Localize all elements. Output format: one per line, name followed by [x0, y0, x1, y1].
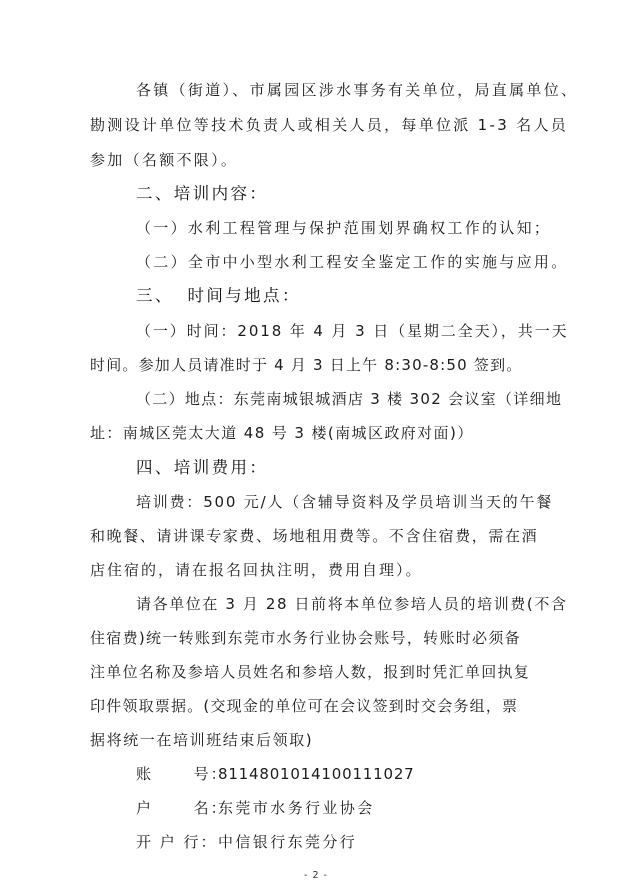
bank-label: 开 户 行： — [136, 833, 218, 851]
paragraph-line: 勘测设计单位等技术负责人或相关人员，每单位派 1-3 名人员 — [90, 116, 569, 134]
fee-line: 店住宿的，请在报名回执注明，费用自理）。 — [90, 561, 423, 579]
account-name-label: 户 名： — [136, 799, 228, 817]
time-line: 时间。参加人员请准时于 4 月 3 日上午 8:30-8:50 签到。 — [90, 356, 523, 374]
place-line: （二）地点：东莞南城银城酒店 3 楼 302 会议室（详细地 — [136, 390, 563, 408]
section-heading-time-place: 三、 时间与地点： — [136, 286, 301, 305]
payment-line: 住宿费)统一转账到东莞市水务行业协会账号，转账时必须备 — [90, 629, 521, 647]
paragraph-line: 各镇（街道）、市属园区涉水事务有关单位，局直属单位、 — [136, 81, 579, 99]
payment-line: 请各单位在 3 月 28 日前将本单位参培人员的培训费(不含 — [136, 595, 568, 613]
paragraph-line: 参加（名额不限）。 — [90, 151, 239, 169]
account-name-value: 东莞市水务行业协会 — [218, 799, 375, 817]
bank-value: 中信银行东莞分行 — [218, 833, 358, 851]
section-heading-fees: 四、培训费用： — [136, 458, 269, 477]
fee-line: 培训费：500 元/人（含辅导资料及学员培训当天的午餐 — [136, 493, 554, 511]
fee-line: 和晚餐、请讲课专家费、场地租用费等。不含住宿费，需在酒 — [90, 527, 539, 545]
page-number: - 2 - — [304, 870, 328, 881]
section-heading-content: 二、培训内容： — [136, 184, 269, 203]
payment-line: 注单位名称及参培人员姓名和参培人数，报到时凭汇单回执复 — [90, 663, 531, 681]
time-line: （一）时间：2018 年 4 月 3 日（星期二全天），共一天 — [136, 322, 569, 340]
content-item: （一）水利工程管理与保护范围划界确权工作的认知； — [136, 219, 552, 237]
payment-line: 印件领取票据。(交现金的单位可在会议签到时交会务组，票 — [90, 697, 519, 715]
content-item: （二）全市中小型水利工程安全鉴定工作的实施与应用。 — [136, 253, 569, 271]
account-number-value: 8114801014100111027 — [218, 765, 415, 783]
place-line: 址：南城区莞太大道 48 号 3 楼(南城区政府对面)） — [90, 424, 474, 442]
account-number-label: 账 号： — [136, 765, 228, 783]
payment-line: 据将统一在培训班结束后领取) — [90, 731, 314, 749]
